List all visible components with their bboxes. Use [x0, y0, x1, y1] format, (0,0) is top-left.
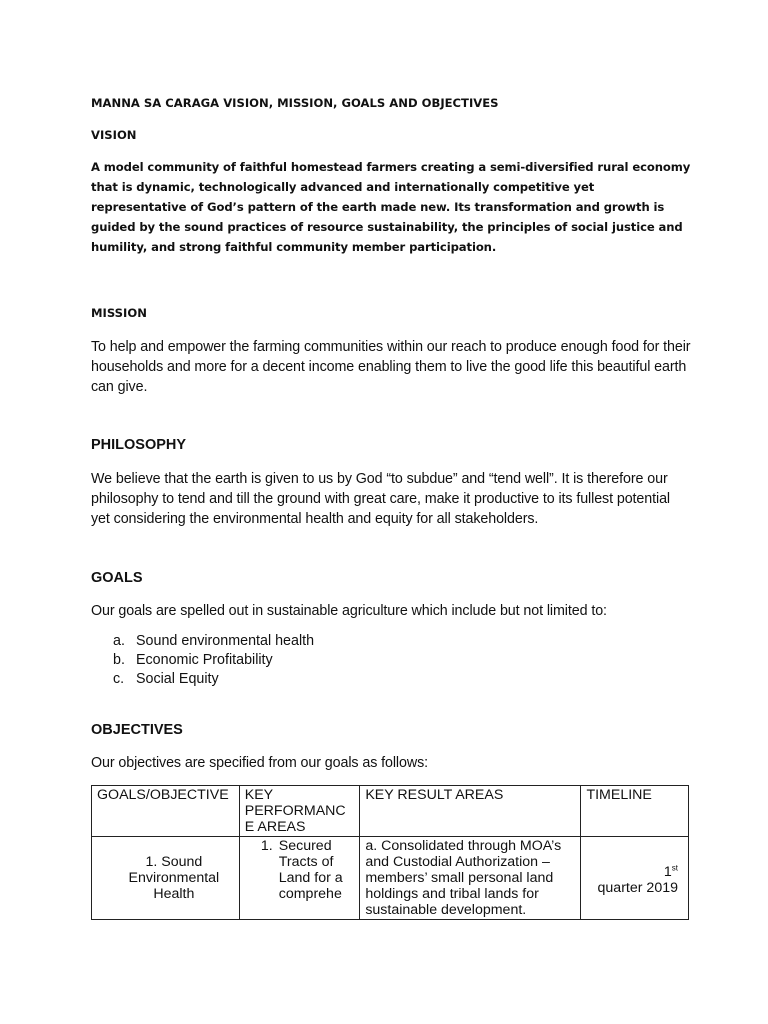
timeline-cell [581, 837, 689, 920]
list-item-label: Sound environmental health [136, 633, 315, 649]
header-kpa: KEY PERFORMANC E AREAS [239, 786, 360, 837]
list-item [113, 670, 314, 689]
list-item [113, 651, 314, 670]
timeline-period: quarter 2019 [597, 879, 678, 896]
list-item [113, 632, 314, 651]
table-header-row [92, 786, 689, 837]
mission-heading: MISSION [91, 306, 147, 320]
kpa-cell [239, 837, 360, 920]
header-goals: GOALS/OBJECTIVE [92, 786, 240, 837]
philosophy-heading: PHILOSOPHY [91, 437, 187, 453]
list-item-label: Social Equity [136, 671, 219, 687]
kpa-text: Secured Tracts of Land for a comprehe [278, 838, 343, 902]
timeline-number: 1 [663, 863, 672, 880]
goal-label: Sound Environmental Health [128, 854, 220, 902]
goal-cell [92, 837, 240, 920]
kpa-number: 1. [260, 838, 273, 854]
kra-cell: a. Consolidated through MOA’s and Custodial Authorization – members’ small personal land holdings and tribal lands for sustainable development. [360, 837, 581, 920]
objectives-heading: OBJECTIVES [91, 722, 183, 738]
table-row [92, 837, 689, 920]
mission-text: To help and empower the farming communities within our reach to produce enough food for their households and more for a decent income enabling them to live the good life this beautiful earth can give. [91, 339, 691, 395]
goals-list [113, 632, 314, 689]
list-item-label: Economic Profitability [136, 652, 273, 668]
goal-number: 1. [145, 854, 158, 870]
objectives-table [91, 785, 689, 920]
objectives-intro: Our objectives are specified from our goals as follows: [91, 755, 428, 771]
kpa-item [245, 838, 355, 902]
header-kra: KEY RESULT AREAS [360, 786, 581, 837]
philosophy-text: We believe that the earth is given to us by God “to subdue” and “tend well”. It is therefore our philosophy to tend and till the ground with great care, make it productive to its fullest potential yet considering the environmental health and equity for all stakeholders. [91, 471, 670, 527]
list-marker: a. [113, 633, 125, 649]
vision-text: A model community of faithful homestead farmers creating a semi-diversified rural economy that is dynamic, technologically advanced and internationally competitive yet representative of God’s pattern of the earth made new. Its transformation and growth is guided by the sound practices of resource sustainability, the principles of social justice and humility, and strong faithful community member participation. [91, 160, 691, 254]
document-title: MANNA SA CARAGA VISION, MISSION, GOALS AND OBJECTIVES [91, 96, 499, 110]
goals-intro: Our goals are spelled out in sustainable agriculture which include but not limited to: [91, 603, 607, 619]
header-timeline: TIMELINE [581, 786, 689, 837]
goals-heading: GOALS [91, 570, 143, 586]
list-marker: b. [113, 652, 125, 668]
vision-heading: VISION [91, 128, 137, 142]
timeline-suffix: st [671, 863, 678, 873]
list-marker: c. [113, 671, 125, 687]
timeline-ordinal [664, 864, 678, 880]
